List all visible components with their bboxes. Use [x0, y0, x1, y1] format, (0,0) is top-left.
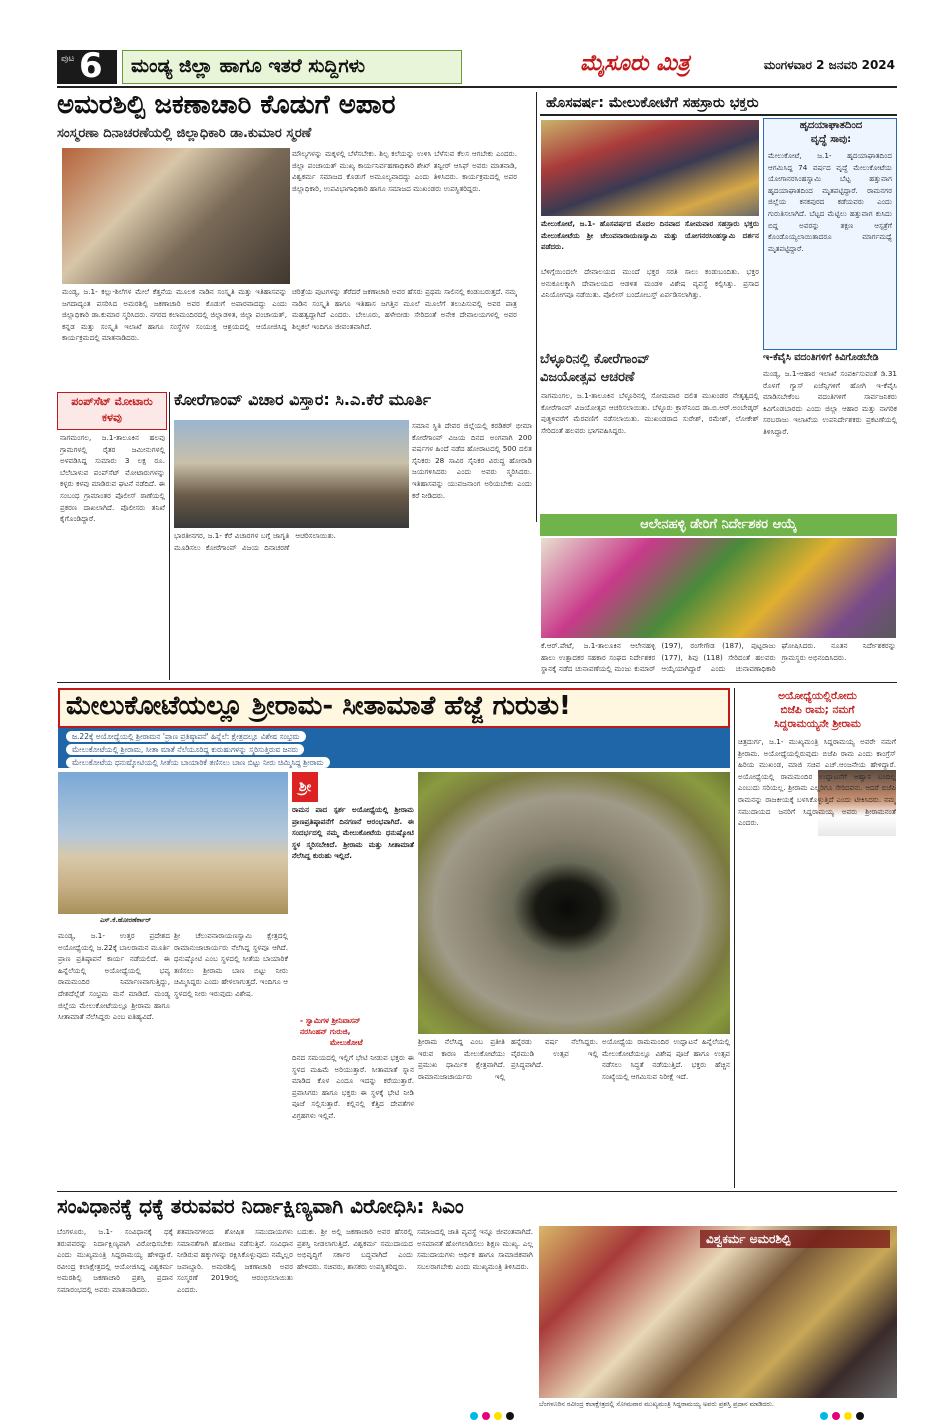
- black-dot-icon: [506, 1412, 514, 1420]
- story9-col4: ದಿನದ ಸಮಯದಲ್ಲಿ ಇಲ್ಲಿಗೆ ಭೇಟಿ ನೀಡುವ ಭಕ್ತರು ಈ ಸ್ಥಳದ ಮಹಿಮೆ ಅರಿಯುತ್ತಾರೆ. ಸೀತಾಮಾತೆ ಸ್ನಾನ ಮಾಡಿದ ಕೊಳ ಎಂದೂ ಇದನ್ನು ಕರೆಯುತ್ತಾರೆ. ಪ್ರವಾಸಿಗರು ಹಾಗೂ ಭಕ್ತರು ಈ ಸ್ಥಳಕ್ಕೆ ಭೇಟಿ ನೀಡಿ ಪೂಜೆ ಸಲ್ಲಿಸುತ್ತಾರೆ. ಕಲ್ಲಿನಲ್ಲಿ ಕೆತ್ತಿದ ದೇವತೆಗಳ ವಿಗ್ರಹಗಳು ಇಲ್ಲಿವೆ.: [292, 1053, 414, 1120]
- story3-headline-1: ಹೃದಯಾಘಾತದಿಂದ: [799, 120, 863, 131]
- story1-headline: ಅಮರಶಿಲ್ಪಿ ಜಕಣಾಚಾರಿ ಕೊಡುಗೆ ಅಪಾರ: [57, 92, 396, 120]
- story7-photo: [174, 420, 409, 528]
- story11-col2: ಶತಮಾನಗಳಿಂದ ಶೋಷಿತ ಸಮುದಾಯಗಳು ಸಮಾನತೆಗಾಗಿ ಹೋರಾಟ ನಡೆಸುತ್ತಿವೆ. ಸಂವಿಧಾನ ನೀಡಿರುವ ಹಕ್ಕುಗಳನ್ನು ರಕ್ಷಿಸಿಕೊಳ್ಳುವುದು ನಮ್ಮೆಲ್ಲರ ಜವಾಬ್ದಾರಿ. ಅಮರಶಿಲ್ಪಿ ಜಕಣಾಚಾರಿ ಅವರ ಸಂಸ್ಮರಣೆ 2019ರಲ್ಲಿ ಆರಂಭಿಸಲಾಯಿತು ಎಂದರು.: [177, 1227, 293, 1294]
- story2-photo: [541, 120, 759, 216]
- story8-headline: ಆಲೇನಹಳ್ಳಿ ಡೇರಿಗೆ ನಿರ್ದೇಶಕರ ಆಯ್ಕೆ: [540, 514, 897, 536]
- story1-col3: ಮೌಲ್ಯಗಳನ್ನು ಮಕ್ಕಳಲ್ಲಿ ಬೆಳೆಸಬೇಕು. ಶಿಲ್ಪ ಕಲೆಯನ್ನು ಉಳಿಸಿ ಬೆಳೆಸುವ ಕೆಲಸ ಆಗಬೇಕು ಎಂದರು. ಜಿಲ್ಲಾ ಪಂಚಾಯತ್ ಮುಖ್ಯ ಕಾರ್ಯನಿರ್ವಹಣಾಧಿಕಾರಿ ಶೇಖ್ ತನ್ವೀರ್ ಆಸಿಫ್ ಅವರು ಮಾತನಾಡಿ, ವಿಶ್ವಕರ್ಮ ಸಮಾಜದ ಕೊಡುಗೆ ಅಮೂಲ್ಯವಾದದ್ದು ಎಂದು ತಿಳಿಸಿದರು. ಕಾರ್ಯಕ್ರಮದಲ್ಲಿ ಅಪರ ಜಿಲ್ಲಾಧಿಕಾರಿ, ಉಪವಿಭಾಗಾಧಿಕಾರಿ ಹಾಗೂ ಸಮಾಜದ ಮುಖಂಡರು ಉಪಸ್ಥಿತರಿದ್ದರು.: [292, 149, 517, 193]
- story11-headline: ಸಂವಿಧಾನಕ್ಕೆ ಧಕ್ಕೆ ತರುವವರ ನಿರ್ದಾಕ್ಷಿಣ್ಯವಾಗಿ ವಿರೋಧಿಸಿ: ಸಿಎಂ: [57, 1196, 464, 1218]
- story3-headline-2: ವೃದ್ಧೆ ಸಾವು:: [810, 134, 852, 145]
- story9-bullets: [58, 728, 730, 768]
- section-rule: [57, 682, 897, 683]
- column-divider: [734, 688, 735, 1188]
- story1-photo: [62, 148, 290, 284]
- story7-headline: ಕೋರೆಗಾಂವ್ ವಿಚಾರ ವಿಸ್ತಾರ: ಸಿ.ಎ.ಕೆರೆ ಮೂರ್ತಿ: [174, 392, 431, 409]
- section-title: ಮಂಡ್ಯ ಜಿಲ್ಲಾ ಹಾಗೂ ಇತರೆ ಸುದ್ದಿಗಳು: [122, 50, 462, 84]
- story4-headline-2: ವಿಜಯೋತ್ಸವ ಆಚರಣೆ: [540, 370, 635, 385]
- story1-col1: ಮಂಡ್ಯ, ಜ.1- ಕಲ್ಲು-ಶಿಲೆಗಳ ಮೇಲೆ ಕೆತ್ತನೆಯ ಮೂಲಕ ನಾಡಿನ ಸಂಸ್ಕೃತಿ ಮತ್ತು ಇತಿಹಾಸವನ್ನು ಜಗದಾದ್ಯಂತ ಪಸರಿಸಿದ ಅಮರಶಿಲ್ಪಿ ಜಕಣಾಚಾರಿ ಅವರ ಕೊಡುಗೆ ಅಪಾರವಾದದ್ದು ಎಂದು ಜಿಲ್ಲಾಧಿಕಾರಿ ಡಾ.ಕುಮಾರ ಸ್ಮರಿಸಿದರು. ನಗರದ ಕಲಾಮಂದಿರದಲ್ಲಿ ಜಿಲ್ಲಾಡಳಿತ, ಜಿಲ್ಲಾ ಪಂಚಾಯತ್, ಕನ್ನಡ ಮತ್ತು ಸಂಸ್ಕೃತಿ ಇಲಾಖೆ ಹಾಗೂ ಸಂಸ್ಥೆಗಳ ಸಂಯುಕ್ತ ಆಶ್ರಯದಲ್ಲಿ ಆಯೋಜಿಸಿದ್ದ ಕಾರ್ಯಕ್ರಮದಲ್ಲಿ ಮಾತನಾಡಿದರು.: [62, 287, 287, 343]
- story9-col6: ಅಯೋಧ್ಯೆಯ ರಾಮಮಂದಿರ ಉದ್ಘಾಟನೆ ಹಿನ್ನೆಲೆಯಲ್ಲಿ ಮೇಲುಕೋಟೆಯಲ್ಲೂ ವಿಶೇಷ ಪೂಜೆ ಹಾಗೂ ಉತ್ಸವ ನಡೆಸಲು ಸಿದ್ಧತೆ ನಡೆಯುತ್ತಿದೆ. ಭಕ್ತರು ಹೆಚ್ಚಿನ ಸಂಖ್ಯೆಯಲ್ಲಿ ಆಗಮಿಸುವ ನಿರೀಕ್ಷೆ ಇದೆ.: [602, 1037, 730, 1081]
- story9-dropcap: ಶ್ರೀ: [292, 772, 318, 802]
- story2-caption: ಮೇಲುಕೋಟೆ, ಜ.1- ಹೊಸವರ್ಷದ ಮೊದಲ ದಿನವಾದ ಸೋಮವಾರ ಸಹಸ್ರಾರು ಭಕ್ತರು ಮೇಲುಕೋಟೆಯ ಶ್ರೀ ಚೆಲುವನಾರಾಯಣಸ್ವಾಮಿ ಮತ್ತು ಯೋಗನರಸಿಂಹಸ್ವಾಮಿ ದರ್ಶನ ಪಡೆದರು.: [541, 219, 759, 252]
- story6-headline: ಪಂಪ್‌ಸೆಟ್ ಮೋಟಾರು ಕಳವು: [71, 395, 153, 424]
- story2-headline: ಹೊಸವರ್ಷ: ಮೇಲುಕೋಟೆಗೆ ಸಹಸ್ರಾರು ಭಕ್ತರು: [540, 92, 897, 116]
- black-dot-icon: [856, 1412, 864, 1420]
- story9-col2: ಶ್ರೀ ಚೆಲುವನಾರಾಯಣಸ್ವಾಮಿ ಕ್ಷೇತ್ರದಲ್ಲಿ ರಾಮಾನುಜಾಚಾರ್ಯರು ನೆಲೆಸಿದ್ದ ಸ್ಥಳವೂ ಆಗಿದೆ. ಧನುಷ್ಕೋಟಿ ಎಂಬ ಸ್ಥಳದಲ್ಲಿ ಸೀತೆಯ ಬಾಯಾರಿಕೆ ತಣಿಸಲು ಶ್ರೀರಾಮ ಬಾಣ ಬಿಟ್ಟು ನೀರು ಚಿಮ್ಮಿಸಿದ್ದರು ಎಂದು ಹೇಳಲಾಗುತ್ತದೆ. ಇಂದಿಗೂ ಆ ಸ್ಥಳದಲ್ಲಿ ನೀರು ಇರುವುದು ವಿಶೇಷ.: [174, 931, 288, 998]
- magenta-dot-icon: [832, 1412, 840, 1420]
- story11-photo: [539, 1226, 897, 1398]
- story9-byline-1: - ಸ್ವಾಮಿಗಳ ಶ್ರೀನಿವಾಸನ್: [300, 1016, 361, 1025]
- story2-body: ಬೆಳಿಗ್ಗೆಯಿಂದಲೇ ದೇವಾಲಯದ ಮುಂದೆ ಭಕ್ತರ ಸರತಿ ಸಾಲು ಕಂಡುಬಂದಿತು. ಭಕ್ತರ ಅನುಕೂಲಕ್ಕಾಗಿ ದೇವಾಲಯದ ಆಡಳಿತ ಮಂಡಳಿ ವಿಶೇಷ ವ್ಯವಸ್ಥೆ ಕಲ್ಪಿಸಿತ್ತು. ಪ್ರಸಾದ ವಿನಿಯೋಗವೂ ನಡೆಯಿತು. ಪೊಲೀಸ್ ಬಂದೋಬಸ್ತ್ ಏರ್ಪಡಿಸಲಾಗಿತ್ತು.: [541, 267, 759, 300]
- cyan-dot-icon: [470, 1412, 478, 1420]
- story11-col1: ಬೆಂಗಳೂರು, ಜ.1- ಸಂವಿಧಾನಕ್ಕೆ ಧಕ್ಕೆ ತರುವವರನ್ನು ನಿರ್ದಾಕ್ಷಿಣ್ಯವಾಗಿ ವಿರೋಧಿಸಬೇಕು ಎಂದು ಮುಖ್ಯಮಂತ್ರಿ ಸಿದ್ದರಾಮಯ್ಯ ಹೇಳಿದ್ದಾರೆ. ರವೀಂದ್ರ ಕಲಾಕ್ಷೇತ್ರದಲ್ಲಿ ಆಯೋಜಿಸಿದ್ದ ವಿಶ್ವಕರ್ಮ ಅಮರಶಿಲ್ಪಿ ಜಕಣಾಚಾರಿ ಪ್ರಶಸ್ತಿ ಪ್ರದಾನ ಸಮಾರಂಭದಲ್ಲಿ ಅವರು ಮಾತನಾಡಿದರು.: [57, 1227, 173, 1294]
- story5-headline: ಇ-ಕೆವೈಸಿ ವದಂತಿಗಳಿಗೆ ಕಿವಿಗೊಡಬೇಡಿ: [763, 352, 879, 363]
- story9-byline-2: ನರಸಿಂಹನ್ ಗುರುಜಿ,: [300, 1027, 351, 1036]
- page-number: 6: [79, 50, 103, 84]
- dateline: ಮಂಗಳವಾರ 2 ಜನವರಿ 2024: [763, 58, 895, 72]
- magenta-dot-icon: [482, 1412, 490, 1420]
- masthead-rule: [57, 86, 897, 88]
- story11-col3: ಬದುಕು. ಶ್ರೀ ಅಲ್ಲಿ ಜಕಣಾಚಾರಿ ಅವರ ಹೆಸರಲ್ಲಿ ಪ್ರಶಸ್ತಿ ನೀಡಲಾಗುತ್ತಿದೆ. ವಿಶ್ವಕರ್ಮ ಸಮುದಾಯದ ಅಭಿವೃದ್ಧಿಗೆ ಸರ್ಕಾರ ಬದ್ಧವಾಗಿದೆ ಎಂದು ಹೇಳಿದರು. ಸಚಿವರು, ಶಾಸಕರು ಉಪಸ್ಥಿತರಿದ್ದರು.: [297, 1227, 413, 1271]
- page-label: ಪುಟ: [61, 54, 75, 64]
- cyan-dot-icon: [820, 1412, 828, 1420]
- story5-body: ಮಂಡ್ಯ, ಜ.1-ಆಹಾರ ಇಲಾಖೆ ಸಂಪರ್ಕಿಸುವಂತೆ ಡಿ.31 ರೊಳಗೆ ಗ್ಯಾಸ್ ಏಜೆನ್ಸಿಗಳಿಗೆ ಹೋಗಿ ಇ-ಕೆವೈಸಿ ಮಾಡಿಸಬೇಕೆಂಬ ವದಂತಿಗಳಿಗೆ ಸಾರ್ವಜನಿಕರು ಕಿವಿಗೊಡಬಾರದು ಎಂದು ಜಿಲ್ಲಾ ಆಹಾರ ಮತ್ತು ನಾಗರಿಕ ಸರಬರಾಜು ಇಲಾಖೆಯ ಉಪನಿರ್ದೇಶಕರು ಪ್ರಕಟಣೆಯಲ್ಲಿ ತಿಳಿಸಿದ್ದಾರೆ.: [763, 369, 897, 436]
- story10-headline-1: ಅಯೋಧ್ಯೆಯಲ್ಲಿರೋದು: [778, 690, 857, 702]
- story9-bullet: ಜ.22ಕ್ಕೆ ಅಯೋಧ್ಯೆಯಲ್ಲಿ ಶ್ರೀರಾಮನ 'ಪ್ರಾಣ ಪ್ರತಿಷ್ಠಾಪನೆ' ಹಿನ್ನೆಲೆ: ಕ್ಷೇತ್ರದಲ್ಲೂ ವಿಶೇಷ ಸಂಭ್ರಮ: [66, 731, 306, 742]
- story9-cave-photo: [418, 772, 730, 1034]
- story9-col3: ರಾಮನ ಪಾದ ಸ್ಪರ್ಶ ಅಯೋಧ್ಯೆಯಲ್ಲಿ ಶ್ರೀರಾಮ ಪ್ರಾಣಪ್ರತಿಷ್ಠಾಪನೆಗೆ ದಿನಗಣನೆ ಆರಂಭವಾಗಿದೆ. ಈ ಸಂದರ್ಭದಲ್ಲಿ ನಮ್ಮ ಮೇಲುಕೋಟೆಯ ಧನುಷ್ಕೋಟಿ ಸ್ಥಳ ಸ್ಮರಿಸಬೇಕಿದೆ. ಶ್ರೀರಾಮ ಮತ್ತು ಸೀತಾಮಾತೆ ನೆಲೆಸಿದ್ದ ಕುರುಹು ಇಲ್ಲಿದೆ.: [292, 805, 414, 861]
- story9-photo-caption: ಎಸ್.ಕೆ.ಹೋರಣೆರ್ಕಾರ್: [100, 916, 151, 924]
- story8-body: ಕೆ.ಆರ್.ಪೇಟೆ, ಜ.1-ತಾಲೂಕಿನ ಆಲೇನಹಳ್ಳಿ ಹಾಲು ಉತ್ಪಾದಕರ ಸಹಕಾರ ಸಂಘದ ನಿರ್ದೇಶಕರ ಸ್ಥಾನಕ್ಕೆ ನಡೆದ ಚುನಾವಣೆಯಲ್ಲಿ ಮಂಜು ಕುಮಾರ್ (197), ರಂಗೇಗೌಡ (187), ಪುಟ್ಟರಾಜು (177), ಶಿವು (118) ಸೇರಿದಂತೆ ಹಲವರು ಆಯ್ಕೆಯಾಗಿದ್ದಾರೆ ಎಂದು ಚುನಾವಣಾಧಿಕಾರಿ ಘೋಷಿಸಿದರು. ನೂತನ ನಿರ್ದೇಶಕರನ್ನು ಗ್ರಾಮಸ್ಥರು ಅಭಿನಂದಿಸಿದರು.: [541, 641, 896, 674]
- story9-headline: ಮೇಲುಕೋಟೆಯಲ್ಲೂ ಶ್ರೀರಾಮ- ಸೀತಾಮಾತೆ ಹೆಜ್ಜೆ ಗುರುತು!: [58, 688, 730, 728]
- story9-col5: ಶ್ರೀರಾಮ ನೆಲೆಸಿದ್ದ ಎಂಬ ಪ್ರತೀತಿ ಇರುವ ಕಾರಣ ಮೇಲುಕೋಟೆಯು ಪ್ರಮುಖ ಧಾರ್ಮಿಕ ಕ್ಷೇತ್ರವಾಗಿದೆ. ರಾಮಾನುಜಾಚಾರ್ಯರು ಇಲ್ಲಿ ಹನ್ನೆರಡು ವರ್ಷ ನೆಲೆಸಿದ್ದರು. ವೈರಮುಡಿ ಉತ್ಸವ ಇಲ್ಲಿ ಪ್ರಸಿದ್ಧವಾಗಿದೆ.: [418, 1037, 598, 1081]
- story4-body: ನಾಗಮಂಗಲ, ಜ.1-ತಾಲೂಕಿನ ಬೆಳ್ಳೂರಿನಲ್ಲಿ ಸೋಮವಾರ ದಲಿತ ಮುಖಂಡರ ನೇತೃತ್ವದಲ್ಲಿ ಕೋರೆಗಾಂವ್ ವಿಜಯೋತ್ಸವ ಆಚರಿಸಲಾಯಿತು. ಬೆಳ್ಳೂರು ಕ್ರಾಸ್‌ನಿಂದ ಡಾ.ಬಿ.ಆರ್.ಅಂಬೇಡ್ಕರ್ ಪುತ್ಥಳಿವರೆಗೆ ಮೆರವಣಿಗೆ ನಡೆಸಲಾಯಿತು. ಮುಖಂಡರಾದ ಸುರೇಶ್, ರಮೇಶ್, ಲೋಕೇಶ್ ಸೇರಿದಂತೆ ಹಲವರು ಭಾಗವಹಿಸಿದ್ದರು.: [541, 391, 759, 435]
- story7-caption: ಭಾರತೀನಗರ, ಜ.1- ಕೆರೆ ವಿಚಾರಗಳ ಬಗ್ಗೆ ಜಾಗೃತಿ ಮೂಡಿಸಲು ಕೋರೆಗಾಂವ್ ವಿಜಯ ದಿನಾಚರಣೆ ಆಚರಿಸಲಾಯಿತು.: [174, 531, 336, 552]
- story9-bullet: ಮೇಲುಕೋಟೆಯ ಧನುಷ್ಕೋಟಿಯಲ್ಲಿ ಸೀತೆಯ ಬಾಯಾರಿಕೆ ತಣಿಸಲು ಬಾಣ ಬಿಟ್ಟು ನೀರು ಚಿಮ್ಮಿಸಿದ್ದ ಶ್ರೀರಾಮ: [66, 757, 330, 768]
- story9-temple-photo: [58, 772, 288, 914]
- story6-body: ನಾಗಮಂಗಲ, ಜ.1-ತಾಲೂಕಿನ ಹಲವು ಗ್ರಾಮಗಳಲ್ಲಿ ರೈತರ ಜಮೀನುಗಳಲ್ಲಿ ಅಳವಡಿಸಿದ್ದ ಸುಮಾರು 3 ಲಕ್ಷ ರೂ. ಬೆಲೆಬಾಳುವ ಪಂಪ್‌ಸೆಟ್ ಮೋಟಾರುಗಳನ್ನು ಕಳ್ಳರು ಕಳವು ಮಾಡಿರುವ ಘಟನೆ ನಡೆದಿದೆ. ಈ ಸಂಬಂಧ ಗ್ರಾಮಾಂತರ ಪೊಲೀಸ್ ಠಾಣೆಯಲ್ಲಿ ಪ್ರಕರಣ ದಾಖಲಾಗಿದೆ. ಪೊಲೀಸರು ತನಿಖೆ ಕೈಗೊಂಡಿದ್ದಾರೆ.: [60, 433, 165, 524]
- story10-headline-2: ಬಿಜೆಪಿ ರಾಮ; ನಮಗೆ: [780, 704, 855, 716]
- story11-photo-banner: ವಿಶ್ವಕರ್ಮ ಅಮರಶಿಲ್ಪಿ: [700, 1230, 890, 1248]
- story4-headline-1: ಬೆಳ್ಳೂರಿನಲ್ಲಿ ಕೋರೆಗಾಂವ್: [540, 352, 650, 367]
- story11-col4: ಸಮಾಜದಲ್ಲಿ ಜಾತಿ ವ್ಯವಸ್ಥೆ ಇನ್ನೂ ಜೀವಂತವಾಗಿದೆ. ಅಸಮಾನತೆ ಹೋಗಲಾಡಿಸಲು ಶಿಕ್ಷಣ ಮುಖ್ಯ. ಎಲ್ಲ ಸಮುದಾಯಗಳು ಆರ್ಥಿಕ ಹಾಗೂ ಸಾಮಾಜಿಕವಾಗಿ ಸಬಲರಾಗಬೇಕು ಎಂದು ಮುಖ್ಯಮಂತ್ರಿ ತಿಳಿಸಿದರು.: [417, 1227, 533, 1271]
- column-divider: [536, 92, 537, 522]
- story1-subhead: ಸಂಸ್ಮರಣಾ ದಿನಾಚರಣೆಯಲ್ಲಿ ಜಿಲ್ಲಾಧಿಕಾರಿ ಡಾ.ಕುಮಾರ ಸ್ಮರಣೆ: [57, 126, 312, 141]
- story7-body: ಸಮಾನ ಸ್ಥಿತಿ ದೇವರ ಜಿಲ್ಲೆಯಲ್ಲಿ ಕರಡಿಕರ್ ಭೀಮಾ ಕೋರೆಗಾಂವ್ ವಿಜಯ ದಿನದ ಅಂಗವಾಗಿ 200 ವರ್ಷಗಳ ಹಿಂದೆ ನಡೆದ ಹೋರಾಟದಲ್ಲಿ 500 ದಲಿತ ಸೈನಿಕರು 28 ಸಾವಿರ ಸೈನಿಕರ ವಿರುದ್ಧ ಹೋರಾಡಿ ಜಯಗಳಿಸಿದರು ಎಂದು ಅವರು ಸ್ಮರಿಸಿದರು. ಇತಿಹಾಸವನ್ನು ಯುವಜನಾಂಗ ಅರಿಯಬೇಕು ಎಂದು ಕರೆ ನೀಡಿದರು.: [412, 421, 532, 500]
- story9-byline-3: ಮೇಲುಕೋಟೆ: [330, 1038, 363, 1047]
- paper-logo: ಮೈಸೂರು ಮಿತ್ರ: [580, 50, 690, 76]
- story8-photo: [541, 538, 896, 638]
- story3-body: ಮೇಲುಕೋಟೆ, ಜ.1- ಹೃದಯಾಘಾತದಿಂದ ಆಗಮಿಸಿದ್ದ 74 ವರ್ಷದ ವೃದ್ಧೆ ಮೇಲುಕೋಟೆಯ ಯೋಗಾನರಸಿಂಹಸ್ವಾಮಿ ಬೆಟ್ಟ ಹತ್ತುವಾಗ ಹೃದಯಾಘಾತದಿಂದ ಮೃತಪಟ್ಟಿದ್ದಾರೆ. ರಾಮನಗರ ಜಿಲ್ಲೆಯ ಕನಕಪುರದ ಕಡೆಯವರು ಎಂದು ಗುರುತಿಸಲಾಗಿದೆ. ಬೆಟ್ಟದ ಮೆಟ್ಟಿಲು ಹತ್ತುವಾಗ ಕುಸಿದು ಬಿದ್ದ ಅವರನ್ನು ತಕ್ಷಣ ಆಸ್ಪತ್ರೆಗೆ ಕೊಂಡೊಯ್ಯಲಾಯಿತಾದರೂ ಮಾರ್ಗಮಧ್ಯೆ ಮೃತಪಟ್ಟಿದ್ದಾರೆ.: [768, 151, 892, 253]
- story10-headline-3: ಸಿದ್ದರಾಮಯ್ಯನೇ ಶ್ರೀರಾಮ: [774, 718, 861, 730]
- column-divider: [169, 392, 170, 680]
- section-rule: [57, 1191, 897, 1192]
- story9-col1: ಮಂಡ್ಯ, ಜ.1- ಉತ್ತರ ಪ್ರದೇಶದ ಅಯೋಧ್ಯೆಯಲ್ಲಿ ಜ.22ಕ್ಕೆ ಬಾಲರಾಮನ ಮೂರ್ತಿ ಪ್ರಾಣ ಪ್ರತಿಷ್ಠಾಪನೆ ಕಾರ್ಯ ನಡೆಯಲಿದೆ. ಈ ಹಿನ್ನೆಲೆಯಲ್ಲಿ ಅಯೋಧ್ಯೆಯಲ್ಲಿ ಭವ್ಯ ರಾಮಮಂದಿರ ನಿರ್ಮಾಣವಾಗುತ್ತಿದ್ದು, ದೇಶದೆಲ್ಲೆಡೆ ಸಂಭ್ರಮ ಮನೆ ಮಾಡಿದೆ. ಮಂಡ್ಯ ಜಿಲ್ಲೆಯ ಮೇಲುಕೋಟೆಯಲ್ಲೂ ಶ್ರೀರಾಮ ಹಾಗೂ ಸೀತಾಮಾತೆ ನೆಲೆಸಿದ್ದರು ಎಂಬ ಐತಿಹ್ಯವಿದೆ.: [58, 931, 170, 1022]
- story11-photo-caption: ಬೆಂಗಳೂರಿನ ರವೀಂದ್ರ ಕಲಾಕ್ಷೇತ್ರದಲ್ಲಿ ಸೋಮವಾರ ಮುಖ್ಯಮಂತ್ರಿ ಸಿದ್ದರಾಮಯ್ಯ ಅವರು ಪ್ರಶಸ್ತಿ ಪ್ರದಾನ ಮಾಡಿದರು.: [539, 1400, 774, 1408]
- yellow-dot-icon: [844, 1412, 852, 1420]
- story9-bullet: ಮೇಲುಕೋಟೆಯಲ್ಲಿ ಶ್ರೀರಾಮ, ಸೀತಾ ಮಾತೆ ನೆಲೆಯೂರಿದ್ದ ಕುರುಹುಗಳನ್ನು ಸ್ಮರಿಸುತ್ತಿರುವ ಜನರು: [66, 744, 304, 755]
- yellow-dot-icon: [494, 1412, 502, 1420]
- story1-col2: ಚರಿತ್ರೆಯ ಪುಟಗಳನ್ನು ತೆರೆದರೆ ಜಕಣಾಚಾರಿ ಅವರ ಹೆಸರು ಪ್ರಥಮ ಸಾಲಿನಲ್ಲಿ ಕಂಡುಬರುತ್ತದೆ. ನಮ್ಮ ನಾಡಿನ ಸಂಸ್ಕೃತಿ ಹಾಗೂ ಇತಿಹಾಸ ಜಗತ್ತಿನ ಮೂಲೆ ಮೂಲೆಗೆ ತಲುಪಿಸುವಲ್ಲಿ ಅವರ ಪಾತ್ರ ಮಹತ್ವದ್ದಾಗಿದೆ ಎಂದರು. ಬೇಲೂರು, ಹಳೇಬೀಡು ಸೇರಿದಂತೆ ಅನೇಕ ದೇವಾಲಯಗಳಲ್ಲಿ ಅವರ ಶಿಲ್ಪಕಲೆ ಇಂದಿಗೂ ಜೀವಂತವಾಗಿದೆ.: [292, 287, 517, 331]
- page-number-box: [57, 50, 117, 84]
- story10-body: ಚಿತ್ರದುರ್ಗ, ಜ.1- ಮುಖ್ಯಮಂತ್ರಿ ಸಿದ್ದರಾಮಯ್ಯ ಅವರೇ ನಮಗೆ ಶ್ರೀರಾಮ. ಅಯೋಧ್ಯೆಯಲ್ಲಿರುವುದು ಬಿಜೆಪಿ ರಾಮ ಎಂದು ಕಾಂಗ್ರೆಸ್ ಹಿರಿಯ ಮುಖಂಡ, ಮಾಜಿ ಸಚಿವ ಎಚ್.ಆಂಜನೇಯ ಹೇಳಿದ್ದಾರೆ. ಅಯೋಧ್ಯೆಯಲ್ಲಿ ರಾಮಮಂದಿರ ಉದ್ಘಾಟನೆಗೆ ಆಹ್ವಾನ ಬಂದಿಲ್ಲ ಎಂಬುದು ಸರಿಯಲ್ಲ. ಶ್ರೀರಾಮ ಎಲ್ಲರಿಗೂ ಸೇರಿದವನು. ಆದರೆ ಬಿಜೆಪಿ ರಾಮನನ್ನು ರಾಜಕೀಯಕ್ಕೆ ಬಳಸಿಕೊಳ್ಳುತ್ತಿದೆ ಎಂದು ಟೀಕಿಸಿದರು. ನಮ್ಮ ಸಮುದಾಯದ ಜನರಿಗೆ ಸಿದ್ದರಾಮಯ್ಯ ಅವರು ಶ್ರೀರಾಮನಂತೆ ಎಂದರು.: [738, 737, 896, 828]
